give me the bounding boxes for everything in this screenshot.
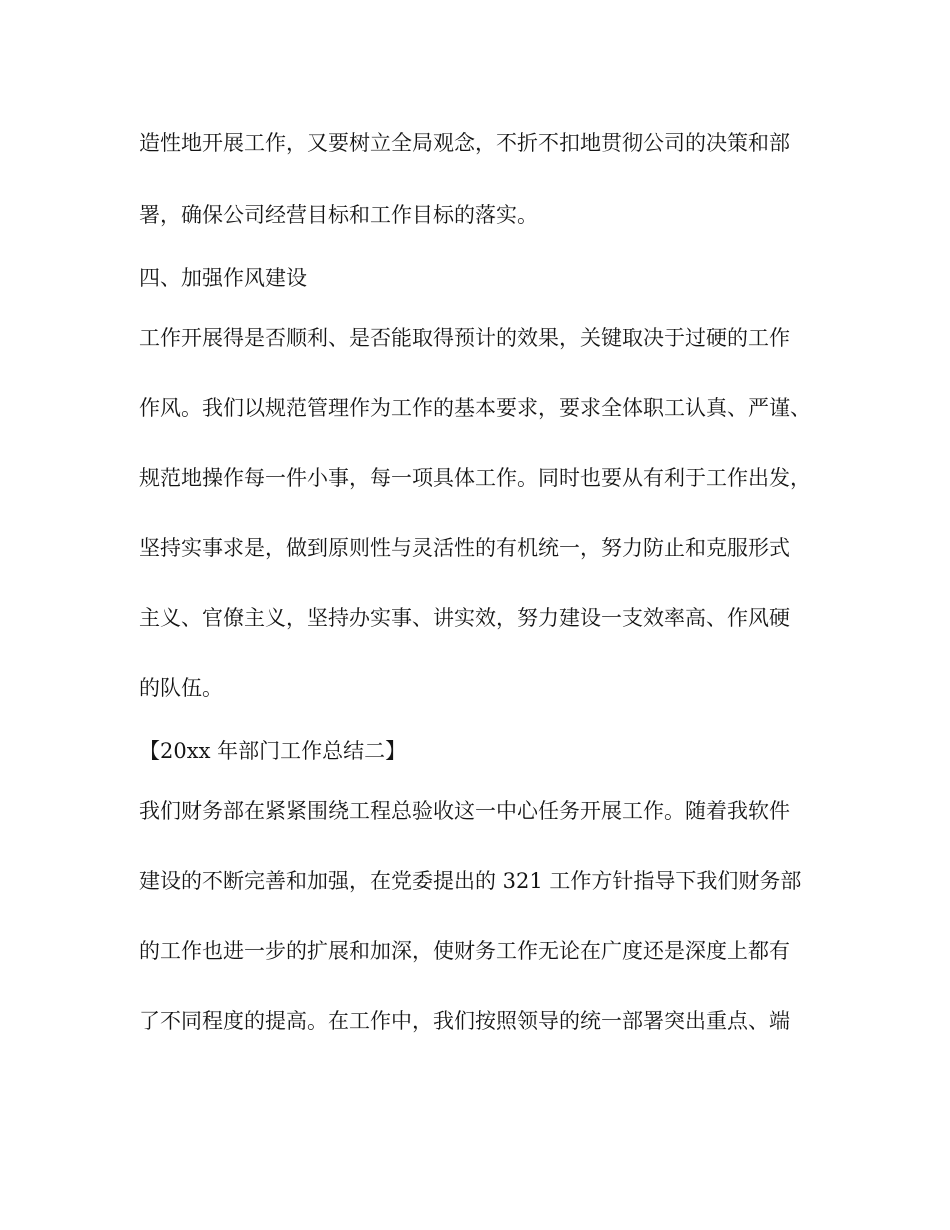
text-line: 的队伍。 — [139, 676, 223, 700]
text-line: 我们财务部在紧紧围绕工程总验收这一中心任务开展工作。随着我软件 — [139, 799, 790, 823]
text-line: 建设的不断完善和加强，在党委提出的 321 工作方针指导下我们财务部 — [139, 869, 802, 893]
text-line: 工作开展得是否顺利、是否能取得预计的效果，关键取决于过硬的工作 — [139, 326, 790, 350]
text-line: 署，确保公司经营目标和工作目标的落实。 — [139, 203, 538, 227]
text-line: 了不同程度的提高。在工作中，我们按照领导的统一部署突出重点、端 — [139, 1009, 790, 1033]
text-line: 作风。我们以规范管理作为工作的基本要求，要求全体职工认真、严谨、 — [139, 396, 811, 420]
text-line: 坚持实事求是，做到原则性与灵活性的有机统一，努力防止和克服形式 — [139, 536, 790, 560]
text-line: 造性地开展工作，又要树立全局观念，不折不扣地贯彻公司的决策和部 — [139, 131, 790, 155]
section-heading: 【20xx 年部门工作总结二】 — [139, 739, 407, 763]
text-line: 规范地操作每一件小事，每一项具体工作。同时也要从有利于工作出发， — [139, 466, 811, 490]
text-line: 主义、官僚主义，坚持办实事、讲实效，努力建设一支效率高、作风硬 — [139, 606, 790, 630]
section-heading: 四、加强作风建设 — [139, 266, 307, 290]
text-line: 的工作也进一步的扩展和加深，使财务工作无论在广度还是深度上都有 — [139, 939, 790, 963]
